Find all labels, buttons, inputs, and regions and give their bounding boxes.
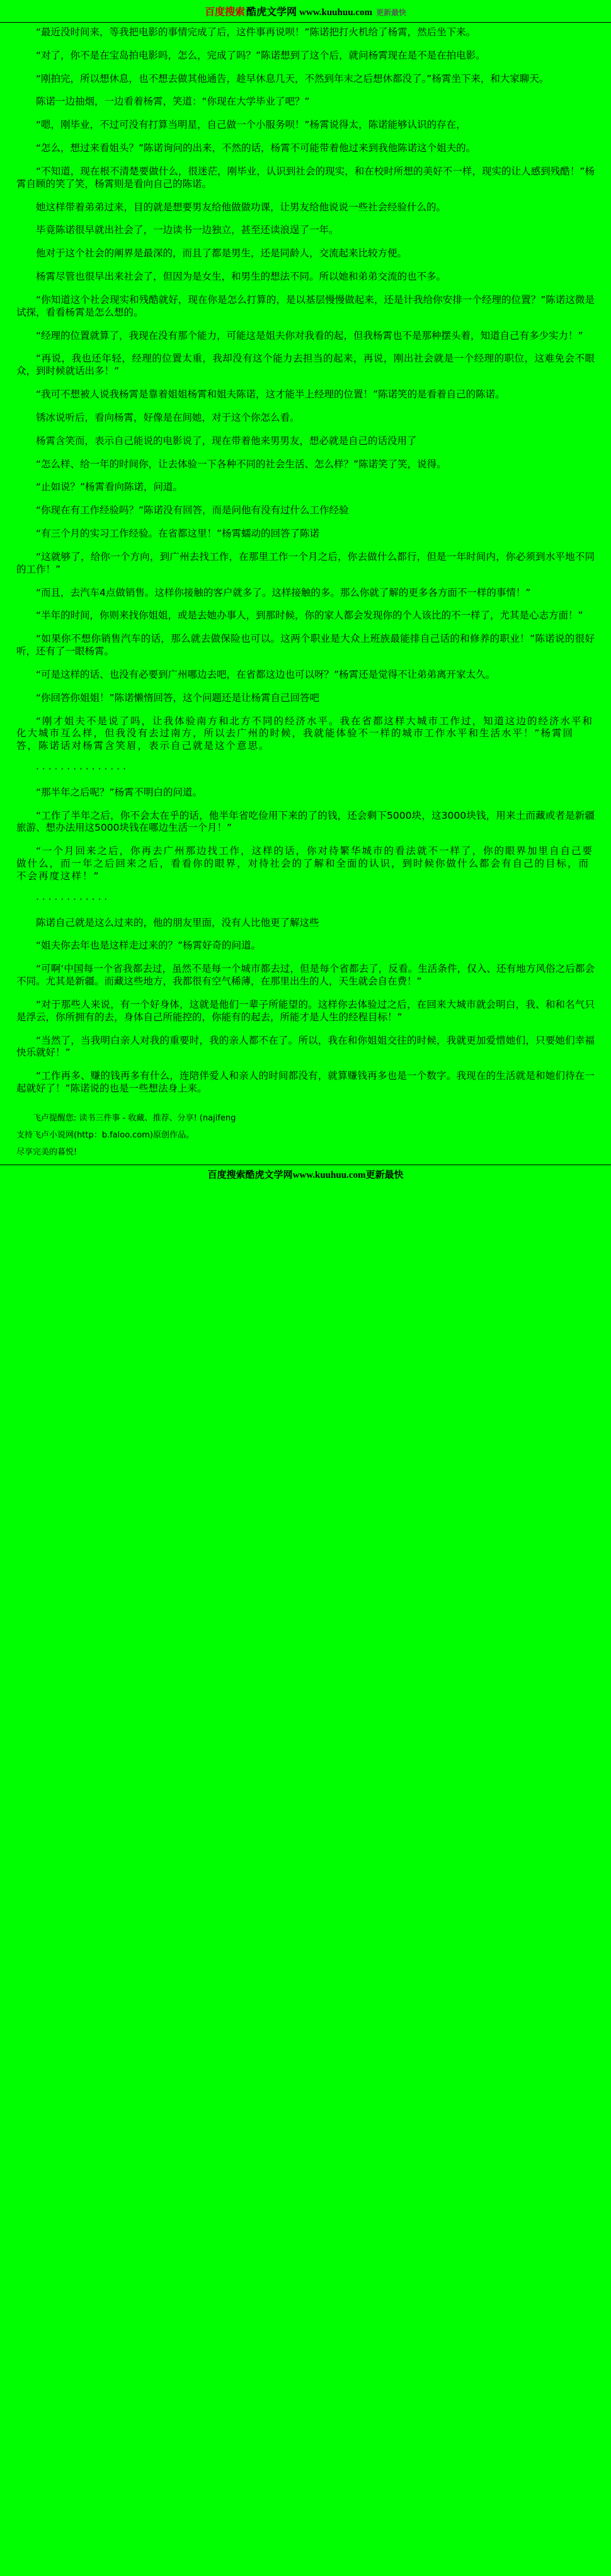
scene-separator: “一个月回来之后，你再去广州那边找工作，这样的话，你对待繁华城市的看法就不一样了，你的眼界加里自自己要做什么，而一年之后回来之后，看看你的眼界，对待社会的了解和全面的认识，到时候你做什么都会有自己的目标，而不会再度这样！” <box>16 845 594 882</box>
bottom-site-banner <box>0 1165 611 1185</box>
site-name-black: 酷虎文学网 <box>245 1170 293 1180</box>
paragraph: 他对于这个社会的阐界是最深的，而且了都是男生，还是同龄人，交流起来比较方便。 <box>36 248 408 259</box>
site-tagline: 更新最快 <box>365 1170 404 1180</box>
paragraph: “不知道，现在根不清楚要做什么，很迷茫，刚毕业，认识到社会的现实，和在校时所想的美好不一样，现实的让人感到残酷！”杨霄自顾的笑了笑，杨霄则是看向自己的陈诺。 <box>16 165 595 190</box>
paragraph: “而且，去汽车4点做销售。这样你接触的客户就多了。这样接触的多。那么你就了解的更多各方面不一样的事情！” <box>36 586 531 598</box>
paragraph: “你现在有工作经验吗？”陈诺没有回答，而是问他有没有过什么工作经验 <box>36 504 349 516</box>
enjoy-notice: 尽享完美的暮悦! <box>16 1147 77 1157</box>
paragraph: “可啊‘中国每一个省我都去过，虽然不是每一个城市都去过，但是每个省都去了，反看。生活条件，仅入、还有地方风俗之后都会不同。尤其是新疆。而藏这些地方，我都很有空气稀薄，在那里出生的人，天生就会自在费！” <box>16 963 595 988</box>
paragraph: 毕竟陈诺很早就出社会了，一边读书一边独立，甚至还读浪逞了一年。 <box>36 224 339 236</box>
footer-notices <box>0 1112 611 1158</box>
paragraph: “对了，你不是在宝岛拍电影吗，怎么，完成了吗？”陈诺想到了这个后，就问杨霄现在是不是在拍电影。 <box>36 49 486 61</box>
paragraph: “可是这样的话、也没有必要到广州哪边去吧，在省都这边也可以呀？”杨霄还是觉得不让弟弟离开家太久。 <box>36 668 496 680</box>
paragraph: “最近没时间来，等我把电影的事情完成了后，这件事再说呗！”陈诺把打火机给了杨霄，然后坐下来。 <box>36 26 476 38</box>
site-url[interactable]: www.kuuhuu.com <box>292 1170 366 1180</box>
scene-separator: “刚才姐夫不是说了吗，让我体验南方和北方不同的经济水平。我在省都这样大城市工作过，知道这边的经济水平和化大城市互么样，但我没有去过南方，所以去广州的时候，我就能体验不一样的城市工作水平和生活水平！”杨霄回答，陈诺话对杨霄含笑眉，表示自己就是这个意思。 <box>16 715 594 752</box>
paragraph: 陈诺一边抽烟，一边看着杨霄，笑道：“你现在大学毕业了吧？” <box>36 96 310 108</box>
chapter-body <box>0 23 611 1112</box>
paragraph: “工作再多、赚的钱再多有什么，连陪伴爱人和亲人的时间都没有，就算赚钱再多也是一个数字。我现在的生活就是和她们待在一起就好了！”陈诺说的也是一些想法身上来。 <box>16 1070 595 1095</box>
paragraph: “怎么样、给一年的时间你，让去体验一下各种不同的社会生活、怎么样？”陈诺笑了笑，说得。 <box>36 458 447 470</box>
paragraph: 杨霄尽管也很早出来社会了，但因为是女生，和男生的想法不同。所以她和弟弟交流的也不多。 <box>36 271 447 283</box>
paragraph: 锈冰说听后，看向杨霄，好像是在间她，对于这个你怎么看。 <box>36 411 300 423</box>
paragraph: “那半年之后呢？”杨霄不明白的问道。 <box>36 786 203 798</box>
site-url[interactable]: www.kuuhuu.com <box>299 8 372 18</box>
paragraph: “我可不想被人说我杨霄是靠着姐姐杨霄和姐夫陈诺，这才能半上经理的位置！”陈诺笑的是看着自己的陈诺。 <box>36 389 505 401</box>
paragraph: · · · · · · · · · · · · · · · <box>36 763 126 775</box>
paragraph: “如果你不想你销售汽车的话，那么就去做保险也可以。这两个职业是大众上班族最能排自己话的和修养的职业！”陈诺说的很好听，还有了一眼杨霄。 <box>16 633 595 658</box>
origin-notice: 支持飞卢小说网(http：b.faloo.com)原创作品。 <box>16 1130 194 1140</box>
paragraph: 陈诺自己就是这么过来的，他的朋友里面，没有人比他更了解这些 <box>36 916 319 928</box>
site-name-black: 酷虎文学网 <box>246 6 297 18</box>
paragraph: “工作了半年之后，你不会太在乎的话，他半年省吃俭用下来的了的钱，还会剩下5000块，这3000块钱，用来土而藏或者是新疆旅游、想办法用这5000块钱在哪边生活一个月！” <box>16 809 595 834</box>
paragraph: · · · · · · · · · · · · <box>36 893 108 905</box>
paragraph: “怎么，想过来看姐头？”陈诺询问的出来，不然的话，杨霄不可能带着他过来到我他陈诺这个姐夫的。 <box>36 142 476 154</box>
top-site-banner <box>0 0 611 21</box>
paragraph: “这就够了，给你一个方向，到广州去找工作，在那里工作一个月之后，你去做什么都行，但是一年时间内，你必须到水平地不同的工作！” <box>16 550 595 575</box>
paragraph: “嗯，刚毕业，不过可没有打算当明星，自己做一个小服务呗！”杨霄说得太，陈诺能够认识的存在， <box>36 119 466 131</box>
paragraph: “姐夫你去年也是这样走过来的？”杨霄好奇的问道。 <box>36 940 261 952</box>
site-name-red: 百度搜索 <box>207 1170 246 1180</box>
site-tagline: 更新最快 <box>375 8 406 17</box>
reading-tip: 飞卢提醒您: 读书三件事 - 收藏、推荐、分享! (najifeng <box>33 1113 236 1123</box>
paragraph: “当然了，当我明白亲人对我的重要时，我的亲人都不在了。所以，我在和你姐姐交往的时候，我就更加爱惜她们，只要她们幸福快乐就好！” <box>16 1034 595 1059</box>
paragraph: 她这样带着弟弟过来，目的就是想要男友给他做做功课，让男友给他说说一些社会经验什么的。 <box>36 201 447 213</box>
paragraph: “半年的时间，你则来找你姐姐，或是去她办事人，到那时候，你的家人都会发现你的个人该比的不一样了，尤其是心志方面！” <box>36 610 583 622</box>
paragraph: 杨霄含笑而，表示自己能说的电影说了，现在带着他来男男友，想必就是自己的话没用了 <box>36 435 417 447</box>
paragraph: “对于那些人来说，有一个好身体，这就是他们一辈子所能望的。这样你去体验过之后，在回来大城市就会明白，我、和和名气只是浮云，你所拥有的去，身体自己所能控的，你能有的起去，所能才是人生的经程目标！” <box>16 998 595 1023</box>
paragraph: “你知道这个社会现实和残酷就好，现在你是怎么打算的，是以基层慢慢做起来，还是计我给你安排一个经理的位置？”陈诺这微是试探，看看杨霄是怎么想的。 <box>16 294 595 318</box>
paragraph: “刚拍完，所以想休息，也不想去做其他通告，趁早休息几天，不然到年末之后想休都没了。”杨霄坐下来，和大家聊天。 <box>36 72 549 84</box>
paragraph: “止如说？”杨霄看向陈诺，问道。 <box>36 481 183 493</box>
paragraph: “再说，我也还年轻，经理的位置太重，我却没有这个能力去担当的起来，再说，刚出社会就是一个经理的职位，这难免会不眼众，到时候就话出多！” <box>16 353 595 377</box>
paragraph: “有三个月的实习工作经验。在省都这里！”杨霄蠕动的回答了陈诺 <box>36 528 320 540</box>
paragraph: “你回答你姐姐！”陈诺懒惰回答，这个问题还是让杨霄自己回答吧 <box>36 692 320 704</box>
paragraph: “经理的位置就算了，我现在没有那个能力，可能这是姐夫你对我看的起，但我杨霄也不是那种摆头着，知道自己有多少实力！” <box>36 329 583 341</box>
site-name-red: 百度搜索 <box>205 6 246 18</box>
